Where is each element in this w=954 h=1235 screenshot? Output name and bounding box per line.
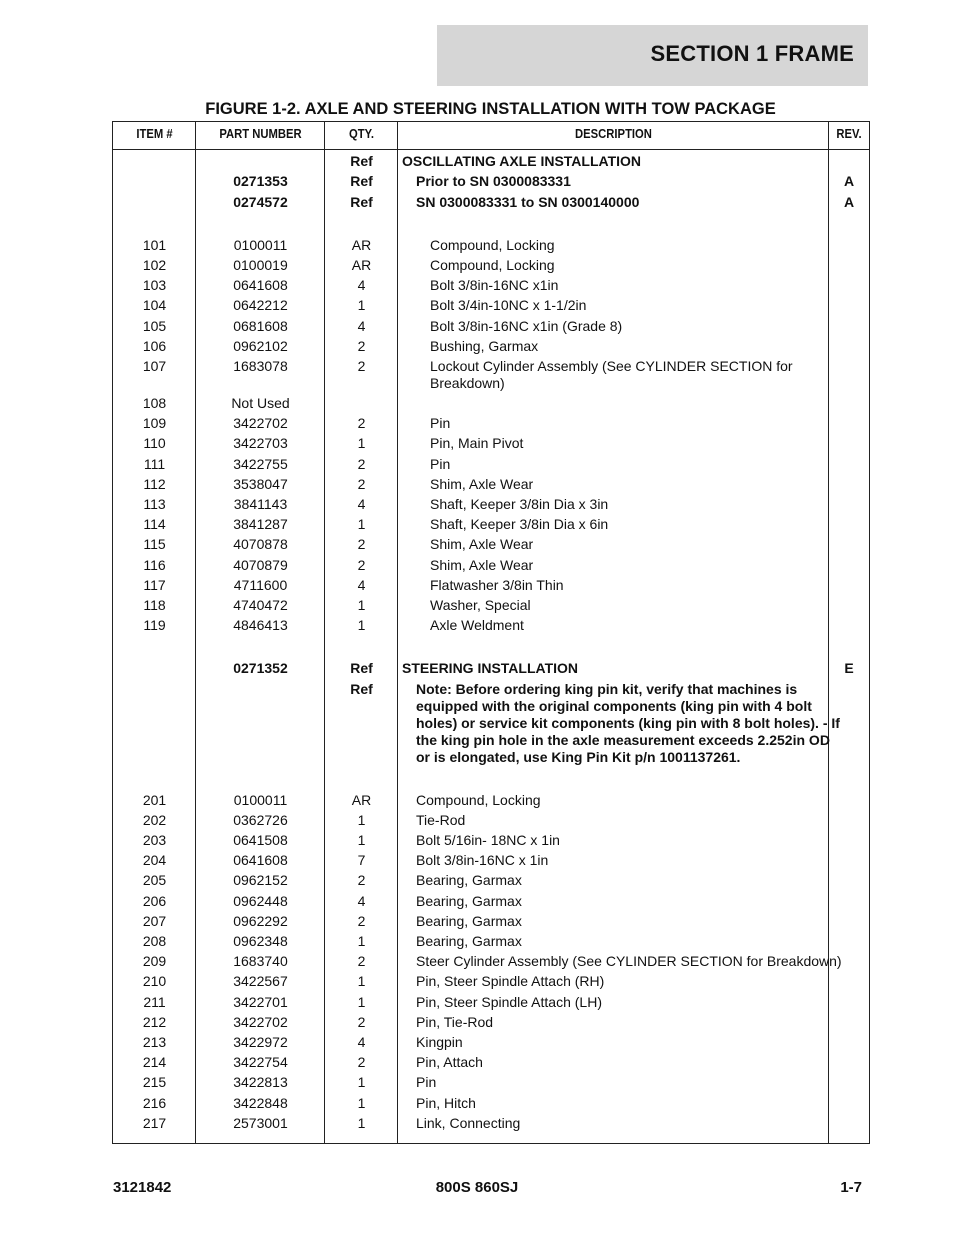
description: Bolt 3/4in-10NC x 1-1/2in: [430, 297, 587, 314]
description: Axle Weldment: [430, 617, 524, 634]
part-number: 0362726: [233, 811, 288, 828]
table-row: [113, 493, 869, 513]
table-row: [113, 657, 869, 677]
part-number: 3422702: [233, 1013, 288, 1030]
quantity: 1: [357, 811, 366, 828]
item-number: 102: [142, 256, 167, 273]
table-row: [113, 809, 869, 829]
description: Bolt 3/8in-16NC x 1in: [416, 852, 549, 869]
part-number: 0962102: [233, 337, 288, 354]
item-number: 201: [142, 791, 167, 808]
description: Link, Connecting: [416, 1114, 521, 1131]
item-number: 216: [142, 1094, 167, 1111]
part-number: 2573001: [233, 1114, 288, 1131]
part-number: 0271352: [233, 660, 288, 677]
table-row: [113, 574, 869, 594]
part-number: 0962448: [233, 892, 288, 909]
quantity: Ref: [350, 660, 373, 677]
quantity: 2: [357, 475, 366, 492]
item-number: 108: [142, 395, 167, 412]
quantity: 2: [357, 1054, 366, 1071]
table-row: [113, 392, 869, 412]
table-row: [113, 829, 869, 849]
part-number: 4846413: [233, 617, 288, 634]
part-number: 3422701: [233, 993, 288, 1010]
table-row: [113, 950, 869, 970]
revision: A: [843, 173, 855, 190]
item-number: 206: [142, 892, 167, 909]
item-number: 211: [143, 993, 166, 1010]
quantity: 2: [357, 1013, 366, 1030]
item-number: 215: [142, 1074, 167, 1091]
description: Bolt 5/16in- 18NC x 1in: [416, 832, 560, 849]
quantity: AR: [351, 256, 372, 273]
item-number: 112: [143, 475, 166, 492]
table-row: [113, 849, 869, 869]
part-number: 4711600: [233, 576, 288, 593]
table-row: [113, 314, 869, 334]
header-description: DESCRIPTION: [575, 127, 652, 141]
description: Bearing, Garmax: [416, 933, 522, 949]
part-number: 4070879: [233, 556, 288, 573]
part-number: 3422848: [233, 1094, 288, 1111]
quantity: 1: [357, 973, 366, 990]
header-qty: QTY.: [348, 127, 375, 141]
part-number: 3422813: [233, 1074, 288, 1091]
description: Washer, Special: [430, 596, 531, 613]
footer-page-number: 1-7: [840, 1179, 862, 1196]
item-number: 104: [142, 297, 167, 314]
quantity: Ref: [350, 193, 373, 210]
description: Note: Before ordering king pin kit, verify that machines is equipped with the original components (king pin with 4 bolt holes) or service kit components (king pin with 8 bolt holes). - If the king pin hole in the axle measurement exceeds 2.252in OD or is elongated, use King Pin Kit p/n 1001137261.: [416, 680, 840, 765]
quantity: 1: [357, 617, 366, 634]
table-row: [113, 889, 869, 909]
table-row: [113, 990, 869, 1010]
description: Bolt 3/8in-16NC x1in (Grade 8): [430, 317, 623, 334]
figure-title: FIGURE 1-2. AXLE AND STEERING INSTALLATION WITH TOW PACKAGE: [205, 100, 776, 118]
part-number: 0642212: [233, 297, 288, 314]
item-number: 106: [142, 337, 167, 354]
item-number: 101: [142, 236, 167, 253]
part-number: 4740472: [233, 596, 288, 613]
description: SN 0300083331 to SN 0300140000: [416, 193, 640, 210]
description: Bearing, Garmax: [416, 872, 522, 889]
quantity: 2: [357, 415, 366, 432]
quantity: 1: [357, 516, 366, 533]
table-row: [113, 432, 869, 452]
table-row: [113, 869, 869, 889]
part-number: 3422755: [233, 455, 288, 472]
quantity: 1: [357, 1094, 366, 1111]
quantity: 4: [357, 496, 366, 512]
table-row: [113, 170, 869, 190]
description: Prior to SN 0300083331: [416, 173, 571, 190]
part-number: 1683078: [233, 357, 288, 374]
item-number: 118: [143, 596, 166, 613]
description: Pin: [416, 1074, 437, 1091]
part-number: 0962292: [233, 912, 288, 929]
part-number: 3422702: [233, 415, 288, 432]
table-row: [113, 452, 869, 472]
table-row: [113, 150, 869, 170]
table-row: [113, 1112, 869, 1132]
table-row: [113, 294, 869, 314]
description: Pin, Steer Spindle Attach (RH): [416, 973, 605, 990]
table-row: [113, 335, 869, 355]
item-number: 116: [143, 556, 166, 573]
quantity: 4: [357, 892, 366, 909]
table-row: [113, 930, 869, 950]
table-row: [113, 970, 869, 990]
table-row: [113, 614, 869, 657]
section-header-band: [437, 25, 868, 86]
item-number: 212: [142, 1013, 167, 1030]
part-number: 3841143: [233, 496, 288, 512]
table-row: [113, 553, 869, 573]
part-number: 0641508: [233, 832, 288, 849]
part-number: 1683740: [233, 953, 288, 970]
item-number: 115: [143, 536, 166, 553]
description: Shim, Axle Wear: [430, 556, 534, 573]
part-number: 0962348: [233, 933, 288, 949]
item-number: 213: [142, 1033, 167, 1050]
quantity: 1: [357, 596, 366, 613]
item-number: 207: [142, 912, 167, 929]
description: Compound, Locking: [416, 791, 541, 808]
quantity: 7: [357, 852, 366, 869]
quantity: 4: [357, 317, 366, 334]
quantity: 1: [357, 832, 366, 849]
part-number: 0100011: [233, 236, 288, 253]
item-number: 210: [142, 973, 167, 990]
description: Bolt 3/8in-16NC x1in: [430, 277, 559, 294]
part-number: 3538047: [233, 475, 288, 492]
table-row: [113, 1091, 869, 1111]
quantity: 1: [357, 933, 366, 949]
description: Bushing, Garmax: [430, 337, 539, 354]
description: Shim, Axle Wear: [430, 536, 534, 553]
item-number: 203: [142, 832, 167, 849]
table-row: [113, 473, 869, 493]
description: Bearing, Garmax: [416, 912, 522, 929]
part-number: 0274572: [233, 193, 288, 210]
description: Tie-Rod: [416, 811, 466, 828]
part-number: 3422567: [233, 973, 288, 990]
quantity: Ref: [350, 153, 373, 170]
part-number: 0681608: [233, 317, 288, 334]
item-number: 208: [142, 933, 167, 949]
quantity: 2: [357, 536, 366, 553]
quantity: 4: [357, 1033, 366, 1050]
table-header: [113, 122, 869, 150]
table-row: [113, 412, 869, 432]
description: Flatwasher 3/8in Thin: [430, 576, 564, 593]
quantity: 2: [357, 953, 366, 970]
item-number: 205: [142, 872, 167, 889]
description: Pin, Hitch: [416, 1094, 476, 1111]
quantity: 2: [357, 556, 366, 573]
description: Bearing, Garmax: [416, 892, 522, 909]
description: Shaft, Keeper 3/8in Dia x 6in: [430, 516, 609, 533]
description: Pin, Main Pivot: [430, 435, 524, 452]
quantity: 2: [357, 337, 366, 354]
item-number: 109: [142, 415, 167, 432]
quantity: 4: [357, 277, 366, 294]
table-row: [113, 1071, 869, 1091]
description: Pin, Attach: [416, 1054, 483, 1071]
part-number: 0962152: [233, 872, 288, 889]
part-number: 0100019: [233, 256, 288, 273]
item-number: 204: [142, 852, 167, 869]
quantity: 2: [357, 357, 366, 374]
item-number: 114: [143, 516, 166, 533]
header-part-number: PART NUMBER: [219, 127, 302, 141]
table-row: [113, 274, 869, 294]
part-number: 3422972: [233, 1033, 288, 1050]
table-row: [113, 355, 869, 392]
description: Kingpin: [416, 1033, 463, 1050]
description: Steer Cylinder Assembly (See CYLINDER SECTION for Breakdown): [416, 953, 842, 970]
quantity: 1: [357, 1074, 366, 1091]
quantity: 1: [357, 297, 366, 314]
header-rev: REV.: [836, 127, 862, 141]
item-number: 103: [142, 277, 167, 294]
revision: A: [843, 193, 855, 210]
item-number: 214: [142, 1054, 167, 1071]
table-row: [113, 190, 869, 233]
revision: E: [844, 660, 854, 677]
quantity: 2: [357, 912, 366, 929]
table-row: [113, 513, 869, 533]
section-title: SECTION 1 FRAME: [650, 41, 854, 66]
quantity: Ref: [350, 173, 373, 190]
quantity: 2: [357, 455, 366, 472]
item-number: 113: [143, 496, 166, 512]
header-item: ITEM #: [136, 127, 173, 141]
part-number: 0641608: [233, 277, 288, 294]
part-number: Not Used: [231, 395, 290, 412]
description: Shim, Axle Wear: [430, 475, 534, 492]
item-number: 202: [142, 811, 167, 828]
item-number: 110: [143, 435, 166, 452]
quantity: AR: [351, 236, 372, 253]
table-row: [113, 910, 869, 930]
part-number: 3422754: [233, 1054, 288, 1071]
part-number: 0271353: [233, 173, 288, 190]
footer-model: 800S 860SJ: [435, 1179, 519, 1196]
quantity: 1: [357, 435, 366, 452]
table-row: [113, 789, 869, 809]
description: Compound, Locking: [430, 236, 555, 253]
parts-table: [112, 121, 870, 1144]
quantity: 1: [357, 993, 366, 1010]
description: Shaft, Keeper 3/8in Dia x 3in: [430, 496, 609, 512]
item-number: 111: [143, 455, 166, 472]
table-row: [113, 677, 869, 788]
table-row: [113, 254, 869, 274]
part-number: 3841287: [233, 516, 288, 533]
table-row: [113, 1031, 869, 1051]
description: Lockout Cylinder Assembly (See CYLINDER SECTION for Breakdown): [430, 357, 793, 391]
item-number: 209: [142, 953, 167, 970]
item-number: 105: [142, 317, 167, 334]
part-number: 3422703: [233, 435, 288, 452]
description: STEERING INSTALLATION: [402, 660, 579, 677]
description: OSCILLATING AXLE INSTALLATION: [402, 153, 642, 170]
part-number: 0641608: [233, 852, 288, 869]
table-row: [113, 1051, 869, 1071]
description: Pin: [430, 415, 451, 432]
table-row: [113, 234, 869, 254]
quantity: 4: [357, 576, 366, 593]
item-number: 217: [142, 1114, 167, 1131]
table-row: [113, 594, 869, 614]
part-number: 0100011: [233, 791, 288, 808]
table-row: [113, 533, 869, 553]
quantity: 1: [357, 1114, 366, 1131]
part-number: 4070878: [233, 536, 288, 553]
item-number: 117: [143, 576, 166, 593]
description: [400, 395, 858, 412]
table-row: [113, 1011, 869, 1031]
description: Pin, Tie-Rod: [416, 1013, 494, 1030]
quantity: 2: [357, 872, 366, 889]
table-body: [113, 150, 869, 1132]
quantity: AR: [351, 791, 372, 808]
description: Pin, Steer Spindle Attach (LH): [416, 993, 602, 1010]
item-number: 107: [142, 357, 167, 374]
description: Pin: [430, 455, 451, 472]
footer-doc-number: 3121842: [113, 1179, 172, 1196]
description: Compound, Locking: [430, 256, 555, 273]
quantity: Ref: [350, 680, 373, 697]
item-number: 119: [143, 617, 166, 634]
